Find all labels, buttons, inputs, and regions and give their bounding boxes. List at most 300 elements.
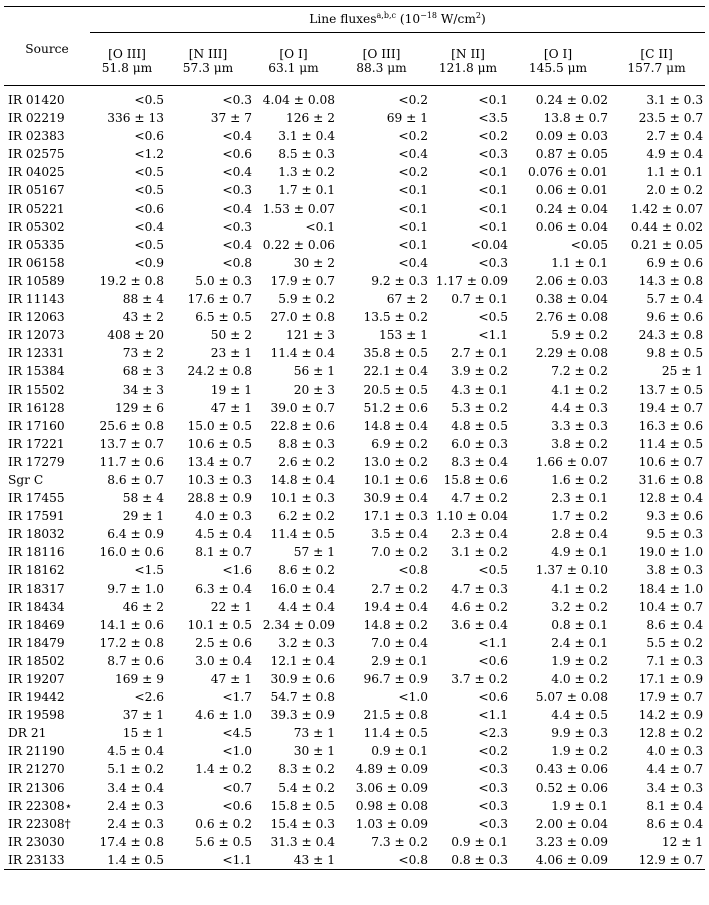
- flux-cell: 10.1 ± 0.5: [187, 617, 252, 632]
- flux-cell: <0.4: [222, 201, 252, 216]
- flux-cell: 1.66 ± 0.07: [535, 454, 608, 469]
- col-wavelength-0: 51.8 μm: [90, 61, 164, 86]
- flux-cell: 10.6 ± 0.5: [187, 436, 252, 451]
- flux-cell: 43 ± 2: [122, 310, 164, 325]
- flux-cell: 2.7 ± 0.4: [646, 129, 704, 144]
- flux-cell: 13.8 ± 0.7: [543, 111, 608, 126]
- flux-cell: 12.9 ± 0.7: [608, 851, 705, 870]
- flux-cell: 30.9 ± 0.4: [363, 491, 428, 506]
- flux-cell: 4.5 ± 0.4: [107, 744, 164, 759]
- flux-cell: 47 ± 1: [210, 400, 252, 415]
- flux-cell: 4.4 ± 0.3: [551, 400, 608, 415]
- source-name: IR 18479: [8, 635, 65, 650]
- col-line-5: [O I]: [543, 47, 573, 61]
- source-name: IR 21270: [8, 762, 65, 777]
- flux-cell: 0.22 ± 0.06: [262, 237, 335, 252]
- flux-cell: <0.5: [134, 165, 164, 180]
- source-name: IR 02383: [8, 129, 65, 144]
- flux-cell: 2.3 ± 0.4: [451, 527, 508, 542]
- source-name: IR 05221: [8, 201, 65, 216]
- flux-cell: 2.29 ± 0.08: [535, 346, 608, 361]
- flux-cell: 31.3 ± 0.4: [270, 834, 335, 849]
- source-name: IR 21190: [8, 744, 65, 759]
- table-row: [4, 381, 705, 399]
- flux-cell: 4.4 ± 0.5: [551, 708, 608, 723]
- flux-cell: 2.7 ± 0.1: [451, 346, 508, 361]
- flux-cell: <1.7: [222, 690, 252, 705]
- source-name: IR 19207: [8, 672, 65, 686]
- flux-cell: 4.0 ± 0.2: [551, 672, 608, 686]
- flux-cell: 0.076 ± 0.01: [528, 165, 608, 180]
- flux-cell: 34 ± 3: [122, 382, 164, 397]
- flux-cell: 169 ± 9: [115, 672, 164, 686]
- table-row: [4, 561, 705, 579]
- table-row: [4, 453, 705, 471]
- table-row: [4, 489, 705, 507]
- flux-cell: 16.0 ± 0.6: [99, 545, 164, 560]
- flux-cell: <0.1: [398, 219, 428, 234]
- flux-cell: 3.3 ± 0.3: [551, 418, 608, 433]
- flux-cell: 1.53 ± 0.07: [262, 201, 335, 216]
- flux-cell: 1.10 ± 0.04: [435, 509, 508, 524]
- flux-cell: 12 ± 1: [661, 834, 704, 849]
- flux-cell: 30 ± 2: [293, 255, 335, 270]
- table-row: [4, 760, 705, 778]
- flux-cell: 15.4 ± 0.3: [270, 816, 335, 831]
- flux-cell: 4.3 ± 0.1: [451, 382, 508, 397]
- flux-cell: 19.4 ± 0.7: [638, 400, 704, 415]
- flux-cell: 14.2 ± 0.9: [638, 708, 704, 723]
- table-row: [4, 236, 705, 254]
- flux-cell: <0.4: [134, 219, 164, 234]
- source-name: IR 05167: [8, 183, 65, 198]
- col-line-3: [O III]: [362, 47, 401, 61]
- flux-cell: 14.8 ± 0.4: [270, 472, 335, 487]
- flux-cell: 8.1 ± 0.7: [195, 545, 252, 560]
- flux-cell: 8.6 ± 0.4: [646, 617, 704, 632]
- col-line-0: [O III]: [108, 47, 146, 61]
- flux-cell: 14.3 ± 0.8: [638, 273, 704, 288]
- flux-cell: 25.6 ± 0.8: [99, 418, 164, 433]
- table-row: [4, 272, 705, 290]
- flux-cell: 39.3 ± 0.9: [270, 708, 335, 723]
- flux-cell: 0.52 ± 0.06: [535, 780, 608, 795]
- flux-cell: <0.05: [570, 237, 608, 252]
- flux-cell: 8.5 ± 0.3: [278, 147, 335, 162]
- flux-cell: 30 ± 1: [293, 744, 335, 759]
- flux-cell: 3.2 ± 0.2: [551, 599, 608, 614]
- table-row: [4, 779, 705, 797]
- flux-cell: <0.4: [222, 129, 252, 144]
- table-header: [4, 7, 705, 92]
- source-name: IR 18116: [8, 545, 65, 560]
- flux-cell: <0.1: [478, 201, 508, 216]
- flux-cell: 4.7 ± 0.3: [451, 581, 508, 596]
- flux-cell: <2.6: [134, 690, 164, 705]
- flux-cell: 10.3 ± 0.3: [187, 472, 252, 487]
- flux-cell: 1.7 ± 0.2: [551, 509, 608, 524]
- flux-cell: 57 ± 1: [293, 545, 335, 560]
- flux-cell: 9.5 ± 0.3: [646, 527, 704, 542]
- table-row: [4, 670, 705, 688]
- table-row: [4, 200, 705, 218]
- source-name: IR 17455: [8, 491, 65, 506]
- table-row: [4, 91, 705, 109]
- table-row: [4, 254, 705, 272]
- col-wavelength-5: 145.5 μm: [508, 61, 608, 86]
- flux-cell: 17.9 ± 0.7: [270, 273, 335, 288]
- table-row: [4, 833, 705, 851]
- source-name: IR 18317: [8, 581, 65, 596]
- flux-cell: 3.6 ± 0.4: [451, 617, 508, 632]
- flux-cell: <1.0: [398, 690, 428, 705]
- flux-cell: 88 ± 4: [122, 292, 164, 307]
- flux-cell: 2.76 ± 0.08: [535, 310, 608, 325]
- flux-cell: 336 ± 13: [107, 111, 164, 126]
- flux-cell: 3.8 ± 0.2: [551, 436, 608, 451]
- flux-cell: 37 ± 1: [122, 708, 164, 723]
- flux-cell: 10.4 ± 0.7: [638, 599, 704, 614]
- flux-cell: 35.8 ± 0.5: [363, 346, 428, 361]
- flux-cell: 8.1 ± 0.4: [646, 798, 704, 813]
- flux-cell: 1.03 ± 0.09: [355, 816, 428, 831]
- flux-cell: 27.0 ± 0.8: [270, 310, 335, 325]
- source-name: IR 12073: [8, 328, 65, 343]
- flux-cell: 18.4 ± 1.0: [638, 581, 704, 596]
- flux-cell: <0.8: [398, 563, 428, 578]
- flux-cell: 8.3 ± 0.2: [278, 762, 335, 777]
- flux-cell: <0.1: [478, 165, 508, 180]
- table-row: [4, 598, 705, 616]
- table-row: [4, 471, 705, 489]
- table-row: [4, 507, 705, 525]
- flux-cell: 3.5 ± 0.4: [371, 527, 428, 542]
- flux-cell: 20.5 ± 0.5: [363, 382, 428, 397]
- source-name: IR 04025: [8, 165, 65, 180]
- flux-cell: 6.9 ± 0.2: [371, 436, 428, 451]
- flux-cell: <0.3: [478, 798, 508, 813]
- flux-cell: 9.7 ± 1.0: [107, 581, 164, 596]
- flux-cell: 4.9 ± 0.1: [551, 545, 608, 560]
- flux-cell: <1.0: [222, 744, 252, 759]
- flux-cell: <1.1: [478, 328, 508, 343]
- flux-cell: <0.5: [478, 310, 508, 325]
- flux-cell: <0.8: [335, 851, 428, 870]
- flux-cell: <0.3: [478, 255, 508, 270]
- table-row: [4, 525, 705, 543]
- source-name: DR 21: [8, 726, 47, 741]
- flux-cell: <0.4: [398, 147, 428, 162]
- flux-cell: 58 ± 4: [122, 491, 164, 506]
- flux-cell: 4.6 ± 0.2: [451, 599, 508, 614]
- col-line-2: [O I]: [279, 47, 308, 61]
- flux-cell: 14.8 ± 0.2: [363, 617, 428, 632]
- flux-cell: 17.1 ± 0.3: [363, 509, 428, 524]
- flux-cell: 2.7 ± 0.2: [371, 581, 428, 596]
- flux-cell: 22.8 ± 0.6: [270, 418, 335, 433]
- flux-cell: 3.1 ± 0.3: [646, 93, 704, 107]
- source-name: IR 15384: [8, 364, 65, 379]
- flux-cell: 2.5 ± 0.6: [195, 635, 252, 650]
- flux-cell: 1.4 ± 0.5: [90, 851, 164, 870]
- flux-cell: <0.6: [222, 147, 252, 162]
- flux-cell: 4.8 ± 0.5: [451, 418, 508, 433]
- flux-cell: 2.00 ± 0.04: [535, 816, 608, 831]
- flux-cell: 6.5 ± 0.5: [195, 310, 252, 325]
- flux-cell: 0.8 ± 0.1: [551, 617, 608, 632]
- flux-cell: 2.4 ± 0.1: [551, 635, 608, 650]
- flux-cell: <0.6: [478, 690, 508, 705]
- flux-cell: 4.0 ± 0.3: [195, 509, 252, 524]
- flux-cell: 0.9 ± 0.1: [451, 834, 508, 849]
- flux-cell: 19 ± 1: [210, 382, 252, 397]
- source-name: IR 02219: [8, 111, 65, 126]
- table-row: [4, 417, 705, 435]
- flux-cell: <0.04: [470, 237, 508, 252]
- flux-cell: 19.4 ± 0.4: [363, 599, 428, 614]
- flux-cell: 12.8 ± 0.4: [638, 491, 704, 506]
- flux-cell: 6.0 ± 0.3: [451, 436, 508, 451]
- flux-cell: 0.87 ± 0.05: [535, 147, 608, 162]
- flux-cell: <0.6: [478, 653, 508, 668]
- flux-cell: 9.2 ± 0.3: [371, 273, 428, 288]
- flux-cell: 8.6 ± 0.2: [278, 563, 335, 578]
- flux-cell: 6.2 ± 0.2: [278, 509, 335, 524]
- col-wavelength-4: 121.8 μm: [428, 61, 508, 86]
- flux-cell: 5.7 ± 0.4: [646, 292, 704, 307]
- table-row: [4, 435, 705, 453]
- line-flux-table: [4, 6, 705, 870]
- flux-cell: 19.2 ± 0.8: [99, 273, 164, 288]
- table-row: [4, 797, 705, 815]
- flux-cell: 51.2 ± 0.6: [363, 400, 428, 415]
- spanner-units: ($10^{-18}$ $W/cm^2$): [399, 10, 486, 26]
- source-name: IR 22308†: [8, 816, 71, 831]
- flux-cell: <0.1: [398, 237, 428, 252]
- table-row: [4, 724, 705, 742]
- source-name: IR 05335: [8, 237, 65, 252]
- flux-cell: 2.6 ± 0.2: [278, 454, 335, 469]
- flux-cell: <0.8: [222, 255, 252, 270]
- source-name: IR 17279: [8, 454, 65, 469]
- flux-cell: 3.0 ± 0.4: [195, 653, 252, 668]
- flux-cell: 9.9 ± 0.3: [551, 726, 608, 741]
- flux-cell: 5.4 ± 0.2: [278, 780, 335, 795]
- flux-cell: 17.2 ± 0.8: [99, 635, 164, 650]
- flux-cell: 5.3 ± 0.2: [451, 400, 508, 415]
- table-body: [4, 91, 705, 870]
- source-name: IR 01420: [8, 93, 65, 107]
- flux-cell: 7.1 ± 0.3: [646, 653, 704, 668]
- flux-cell: 73 ± 1: [293, 726, 335, 741]
- col-wavelength-2: 63.1 μm: [252, 61, 335, 86]
- source-name: Sgr C: [8, 472, 44, 487]
- table-row: [4, 290, 705, 308]
- flux-cell: 37 ± 7: [210, 111, 252, 126]
- flux-cell: 0.43 ± 0.06: [535, 762, 608, 777]
- flux-cell: 31.6 ± 0.8: [638, 472, 704, 487]
- flux-cell: 17.1 ± 0.9: [638, 672, 704, 686]
- flux-cell: 4.89 ± 0.09: [355, 762, 428, 777]
- flux-cell: 5.1 ± 0.2: [107, 762, 164, 777]
- flux-cell: 1.42 ± 0.07: [630, 201, 704, 216]
- flux-cell: 2.4 ± 0.3: [107, 816, 164, 831]
- source-name: IR 18502: [8, 653, 65, 668]
- flux-cell: 5.07 ± 0.08: [535, 690, 608, 705]
- flux-cell: 3.06 ± 0.09: [355, 780, 428, 795]
- flux-cell: 46 ± 2: [122, 599, 164, 614]
- source-name: IR 19442: [8, 690, 65, 705]
- source-name: IR 12331: [8, 346, 65, 361]
- source-name: IR 12063: [8, 310, 65, 325]
- flux-cell: 11.4 ± 0.4: [270, 346, 335, 361]
- table-row: [4, 652, 705, 670]
- flux-cell: 24.2 ± 0.8: [187, 364, 252, 379]
- source-name: IR 11143: [8, 292, 65, 307]
- source-name: IR 18469: [8, 617, 65, 632]
- spanner-header: [90, 7, 705, 34]
- flux-cell: <1.1: [164, 851, 252, 870]
- flux-cell: 14.1 ± 0.6: [99, 617, 164, 632]
- flux-cell: 4.1 ± 0.2: [551, 581, 608, 596]
- table-row: [4, 127, 705, 145]
- flux-cell: 39.0 ± 0.7: [270, 400, 335, 415]
- flux-cell: 1.9 ± 0.2: [551, 653, 608, 668]
- flux-cell: 9.8 ± 0.5: [646, 346, 704, 361]
- flux-cell: 4.4 ± 0.4: [278, 599, 335, 614]
- flux-cell: <0.1: [398, 201, 428, 216]
- source-name: IR 17160: [8, 418, 65, 433]
- col-line-1: [N III]: [188, 47, 228, 61]
- flux-cell: <0.3: [222, 93, 252, 107]
- flux-cell: <0.5: [478, 563, 508, 578]
- flux-cell: 6.9 ± 0.6: [646, 255, 704, 270]
- flux-cell: 16.0 ± 0.4: [270, 581, 335, 596]
- flux-cell: <0.9: [134, 255, 164, 270]
- flux-cell: 0.8 ± 0.3: [428, 851, 508, 870]
- flux-cell: 4.5 ± 0.4: [195, 527, 252, 542]
- flux-cell: <3.5: [478, 111, 508, 126]
- flux-cell: 22 ± 1: [210, 599, 252, 614]
- table-row: [4, 580, 705, 598]
- flux-cell: 3.2 ± 0.3: [278, 635, 335, 650]
- source-name: IR 23133: [4, 851, 90, 870]
- flux-cell: 2.8 ± 0.4: [551, 527, 608, 542]
- flux-cell: 0.9 ± 0.1: [371, 744, 428, 759]
- flux-cell: 1.37 ± 0.10: [535, 563, 608, 578]
- flux-cell: <0.4: [398, 255, 428, 270]
- flux-cell: 13.4 ± 0.7: [187, 454, 252, 469]
- flux-cell: 15.8 ± 0.5: [270, 798, 335, 813]
- flux-cell: <2.3: [478, 726, 508, 741]
- flux-cell: 8.8 ± 0.3: [278, 436, 335, 451]
- table-row: [4, 634, 705, 652]
- spanner-footnote-marks: a,b,c: [376, 10, 396, 20]
- flux-cell: <0.6: [134, 129, 164, 144]
- flux-cell: <0.2: [478, 744, 508, 759]
- flux-cell: 9.3 ± 0.6: [646, 509, 704, 524]
- flux-cell: 10.6 ± 0.7: [638, 454, 704, 469]
- flux-cell: 4.06 ± 0.09: [508, 851, 608, 870]
- flux-cell: <4.5: [222, 726, 252, 741]
- flux-cell: <0.3: [478, 780, 508, 795]
- flux-cell: 1.3 ± 0.2: [278, 165, 335, 180]
- flux-cell: 7.0 ± 0.2: [371, 545, 428, 560]
- source-header: Source: [25, 42, 69, 56]
- flux-cell: 10.1 ± 0.3: [270, 491, 335, 506]
- flux-cell: <0.1: [478, 183, 508, 198]
- flux-cell: <0.6: [134, 201, 164, 216]
- flux-cell: <0.4: [222, 237, 252, 252]
- flux-cell: 15 ± 1: [122, 726, 164, 741]
- flux-cell: <0.7: [222, 780, 252, 795]
- flux-cell: 68 ± 3: [122, 364, 164, 379]
- flux-cell: 6.4 ± 0.9: [107, 527, 164, 542]
- flux-cell: 0.24 ± 0.04: [535, 201, 608, 216]
- source-name: IR 16128: [8, 400, 65, 415]
- flux-cell: <0.5: [134, 93, 164, 107]
- flux-cell: 2.0 ± 0.2: [646, 183, 704, 198]
- flux-cell: 3.1 ± 0.2: [451, 545, 508, 560]
- flux-cell: 7.3 ± 0.2: [371, 834, 428, 849]
- flux-cell: 1.1 ± 0.1: [551, 255, 608, 270]
- flux-cell: 96.7 ± 0.9: [363, 672, 428, 686]
- source-name: IR 17591: [8, 509, 65, 524]
- flux-cell: 408 ± 20: [107, 328, 164, 343]
- flux-cell: <0.2: [398, 129, 428, 144]
- flux-cell: <0.1: [398, 183, 428, 198]
- flux-cell: 6.3 ± 0.4: [195, 581, 252, 596]
- flux-cell: <0.1: [305, 219, 335, 234]
- flux-cell: 1.1 ± 0.1: [646, 165, 704, 180]
- flux-cell: 3.8 ± 0.3: [646, 563, 704, 578]
- flux-cell: <1.1: [478, 708, 508, 723]
- flux-cell: 16.3 ± 0.6: [638, 418, 704, 433]
- source-name: IR 18032: [8, 527, 65, 542]
- flux-cell: 29 ± 1: [122, 509, 164, 524]
- flux-cell: 11.4 ± 0.5: [270, 527, 335, 542]
- flux-cell: <1.2: [134, 147, 164, 162]
- flux-cell: 12.1 ± 0.4: [270, 653, 335, 668]
- flux-cell: <0.3: [222, 183, 252, 198]
- flux-cell: 15.8 ± 0.6: [443, 472, 508, 487]
- flux-cell: 13.5 ± 0.2: [363, 310, 428, 325]
- flux-cell: 30.9 ± 0.6: [270, 672, 335, 686]
- flux-cell: 4.4 ± 0.7: [646, 762, 704, 777]
- flux-cell: 50 ± 2: [210, 328, 252, 343]
- source-name: IR 18162: [8, 563, 65, 578]
- source-name: IR 21306: [8, 780, 65, 795]
- flux-cell: 8.7 ± 0.6: [107, 653, 164, 668]
- flux-cell: 13.7 ± 0.5: [638, 382, 704, 397]
- flux-cell: 73 ± 2: [122, 346, 164, 361]
- flux-cell: <0.1: [478, 219, 508, 234]
- flux-cell: 17.9 ± 0.7: [638, 690, 704, 705]
- flux-cell: 129 ± 6: [115, 400, 164, 415]
- table-row: [4, 145, 705, 163]
- source-name: IR 22308⋆: [8, 798, 73, 813]
- source-name: IR 23030: [8, 834, 65, 849]
- flux-cell: 8.6 ± 0.4: [646, 816, 704, 831]
- spanner-label: Line fluxes: [309, 12, 377, 26]
- table-row: [4, 543, 705, 561]
- flux-cell: <0.2: [478, 129, 508, 144]
- flux-cell: 12.8 ± 0.2: [638, 726, 704, 741]
- col-wavelength-6: 157.7 μm: [608, 61, 705, 86]
- flux-cell: 17.4 ± 0.8: [99, 834, 164, 849]
- flux-cell: 25 ± 1: [661, 364, 704, 379]
- flux-cell: 1.6 ± 0.2: [551, 472, 608, 487]
